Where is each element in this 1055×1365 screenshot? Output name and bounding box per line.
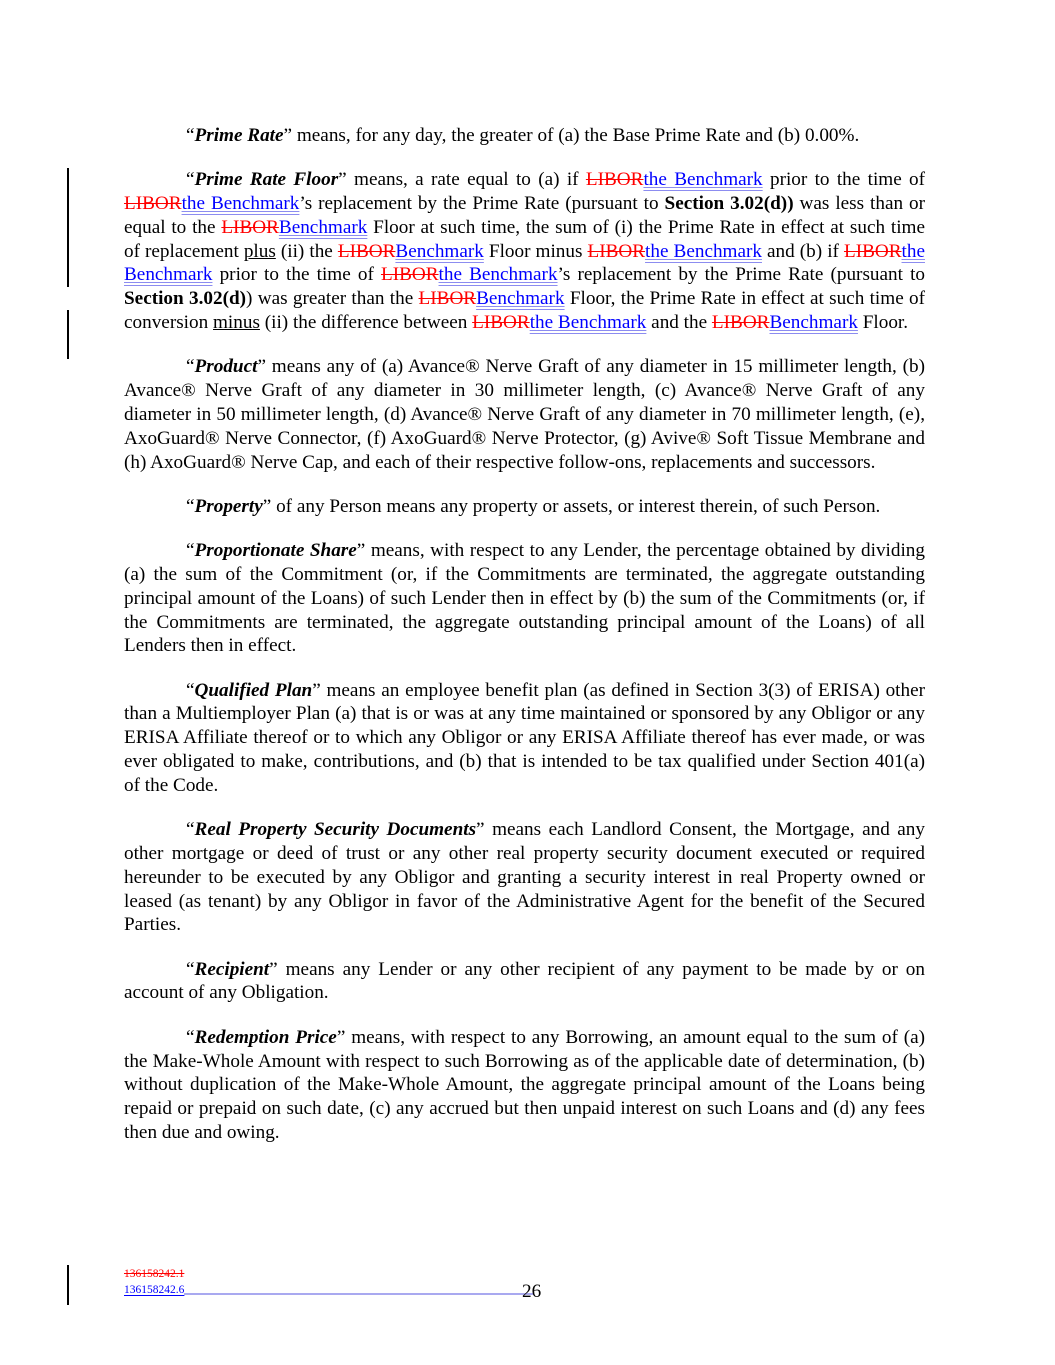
underlined-text: plus [243, 240, 276, 262]
text: ’s replacement by the Prime Rate (pursuant to [299, 193, 665, 215]
inserted-text: the Benchmark [529, 312, 647, 334]
text: Floor, the Prime Rate in effect at such time of conversion [124, 288, 925, 334]
close-quote: ” [356, 540, 366, 562]
deleted-text: LIBOR [472, 312, 530, 334]
definition-qualified-plan [124, 679, 925, 798]
deleted-text: LIBOR [587, 240, 646, 262]
defined-term: Real Property Security Documents [194, 819, 477, 841]
definition-text: means, with respect to any Lender, the percentage obtained by dividing (a) the sum of the Commitment (or, if the Commitments are terminated, the aggregate outstanding principal amount of the Loans) of such Lender then in effect by (b) the sum of the Commitments (or, if the Commitments are terminated, the aggregate outstanding principal amount of the Loans) of all Lenders then in effect. [124, 540, 925, 657]
text: Floor. [857, 312, 909, 334]
definition-text: means any of (a) Avance® Nerve Graft of any diameter in 15 millimeter length, (b) Avance® Nerve Graft of any diameter in 30 millimeter length, (c) Avance® Nerve Graft of any diameter in 50 millimeter length, (d) Avance® Nerve Graft of any diameter in 70 millimeter length, (e), AxoGuard® Nerve Connector, (f) AxoGuard® Nerve Protector, (g) Avive® Soft Tissue Membrane and (h) AxoGuard® Nerve Cap, and each of their respective follow-ons, replacements and successors. [124, 356, 925, 473]
inserted-text: the Benchmark [643, 169, 763, 191]
defined-term: Recipient [194, 958, 270, 980]
text: prior to the time of [762, 169, 926, 191]
definition-text: means each Landlord Consent, the Mortgage, and any other mortgage or deed of trust or any other real property security document executed or required hereunder to be executed by any Obligor and granting a security interest in real Property owned or leased (as tenant) by any Obligor in favor of the Administrative Agent for the benefit of the Secured Parties. [124, 819, 925, 936]
text: ’s replacement by the Prime Rate (pursuant to [557, 264, 925, 286]
definition-property [124, 495, 925, 519]
deleted-text: LIBOR [380, 264, 439, 286]
text: means, a rate equal to (a) if [346, 169, 586, 191]
text: was less than or equal to the [124, 193, 926, 238]
defined-term: Property [194, 495, 263, 517]
defined-term: Product [194, 356, 258, 378]
inserted-text: Benchmark [395, 240, 484, 262]
document-page [124, 124, 925, 1165]
change-bar [67, 1265, 69, 1305]
underlined-text: minus [213, 312, 260, 334]
close-quote: ” [312, 679, 321, 701]
close-quote: ” [269, 958, 278, 980]
open-quote: “ [186, 1026, 195, 1048]
text: Floor minus [483, 240, 588, 262]
open-quote: “ [186, 169, 195, 191]
text: Floor at such time, the sum of (i) the Prime Rate in effect at such time of replacement [124, 216, 925, 262]
definition-text: of any Person means any property or assets, or interest therein, of such Person. [271, 495, 881, 517]
deleted-doc-id: 136158242.1 [124, 1268, 185, 1280]
text: ) was greater than the [246, 288, 419, 310]
deleted-text: LIBOR [711, 312, 770, 334]
definition-text: means any Lender or any other recipient of any payment to be made by or on account of any Obligation. [124, 958, 925, 1004]
deleted-text: LIBOR [337, 240, 396, 262]
definition-text: means, with respect to any Borrowing, an amount equal to the sum of (a) the Make-Whole Amount with respect to such Borrowing as of the applicable date of determination, (b) without duplication of the Make-Whole Amount, the aggregate principal amount of the Loans being repaid or prepaid on such date, (c) any accrued but then unpaid interest on such Loans and (d) any fees then due and owing. [124, 1026, 925, 1143]
close-quote: ” [283, 125, 293, 146]
text: (ii) the difference between [259, 312, 473, 334]
deleted-text: LIBOR [585, 169, 644, 191]
footer [124, 1266, 534, 1298]
inserted-doc-id: 136158242.6 [124, 1284, 185, 1296]
deleted-text: LIBOR [418, 288, 477, 310]
close-quote: ” [338, 169, 347, 191]
inserted-text: Benchmark [278, 216, 368, 238]
defined-term: Redemption Price [194, 1026, 337, 1048]
deleted-text: LIBOR [843, 240, 902, 262]
text: and (b) if [761, 240, 844, 262]
defined-term: Prime Rate Floor [194, 169, 339, 191]
inserted-doc-id-row [124, 1282, 534, 1298]
definition-prime-rate-floor [124, 168, 925, 335]
defined-term: Prime Rate [194, 125, 284, 146]
definition-prime-rate [124, 124, 925, 148]
definition-text: means an employee benefit plan (as defined in Section 3(3) of ERISA) other than a Multiemployer Plan (a) that is or was at any time maintained or sponsored by any Obligor or any ERISA Affiliate thereof or to which any Obligor or any ERISA Affiliate thereof has ever made, or was ever obligated to make, contributions, and (b) that is intended to be tax qualified under Section 401(a) of the Code. [124, 679, 926, 796]
footer-rule [184, 1292, 534, 1295]
inserted-text: the Benchmark [645, 240, 762, 262]
deleted-text: LIBOR [221, 216, 279, 238]
text: and the [646, 312, 712, 334]
definition-text: means, for any day, the greater of (a) the Base Prime Rate and (b) 0.00%. [292, 125, 860, 146]
text: prior to the time of [212, 264, 381, 286]
open-quote: “ [186, 495, 195, 517]
open-quote: “ [186, 125, 195, 146]
open-quote: “ [186, 958, 195, 980]
defined-term: Proportionate Share [194, 540, 357, 562]
inserted-text: the Benchmark [438, 264, 558, 286]
defined-term: Qualified Plan [194, 679, 313, 701]
close-quote: ” [476, 819, 485, 841]
close-quote: ” [336, 1026, 346, 1048]
open-quote: “ [186, 819, 195, 841]
inserted-text: Benchmark [476, 288, 565, 310]
inserted-text: Benchmark [769, 312, 858, 334]
section-reference: Section 3.02(d) [124, 288, 247, 310]
definition-product [124, 355, 925, 474]
open-quote: “ [186, 540, 195, 562]
section-reference: Section 3.02(d)) [664, 193, 794, 215]
deleted-text: LIBOR [124, 193, 182, 215]
definition-recipient [124, 958, 925, 1006]
open-quote: “ [186, 679, 195, 701]
close-quote: ” [257, 356, 266, 378]
text: (ii) the [275, 240, 338, 262]
definition-redemption-price [124, 1026, 925, 1145]
page-number: 26 [522, 1281, 542, 1302]
change-bar [67, 168, 69, 287]
close-quote: ” [262, 495, 272, 517]
inserted-text: the Benchmark [181, 193, 300, 215]
definition-real-property-security-documents [124, 818, 925, 937]
inserted-text: the Benchmark [124, 240, 925, 286]
change-bar [67, 310, 69, 359]
definition-proportionate-share [124, 539, 925, 658]
open-quote: “ [186, 356, 195, 378]
